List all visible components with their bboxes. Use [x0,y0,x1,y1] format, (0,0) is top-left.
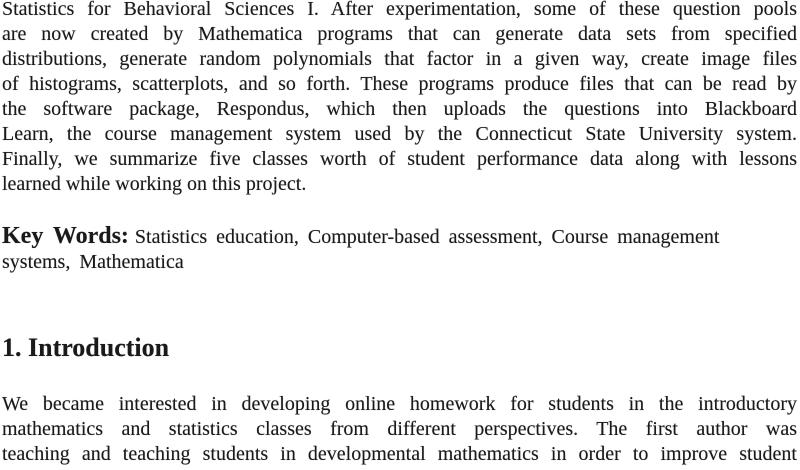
text-line: Statistics for Behavioral Sciences I. After experimentation, some of these question pools [2,0,797,20]
keywords-paragraph [2,224,797,275]
introduction-paragraph [2,392,797,467]
text-line: We became interested in developing online homework for students in the introductory [2,393,797,415]
text-line: the software package, Respondus, which then uploads the questions into Blackboard [2,98,797,120]
keywords-text-line-2: systems, Mathematica [2,251,184,273]
text-line: mathematics and statistics classes from different perspectives. The first author was [2,418,797,440]
text-line: teaching and teaching students in developmental mathematics in order to improve student [2,443,797,465]
text-line: distributions, generate random polynomials that factor in a given way, create image files [2,48,797,70]
keywords-line-1 [2,224,797,250]
abstract-continuation-paragraph [2,0,797,197]
text-line: of histograms, scatterplots, and so forth. These programs produce files that can be read by [2,73,797,95]
text-line: Learn, the course management system used by the Connecticut State University system. [2,123,797,145]
text-line: learned while working on this project. [2,173,307,195]
keywords-label: Key Words: [2,223,129,249]
section-heading-introduction: 1. Introduction [2,333,170,362]
keywords-text-line-1: Statistics education, Computer-based assessment, Course management [134,226,720,248]
text-line: are now created by Mathematica programs that can generate data sets from specified [2,23,797,45]
text-line: Finally, we summarize five classes worth of student performance data along with lessons [2,148,797,170]
